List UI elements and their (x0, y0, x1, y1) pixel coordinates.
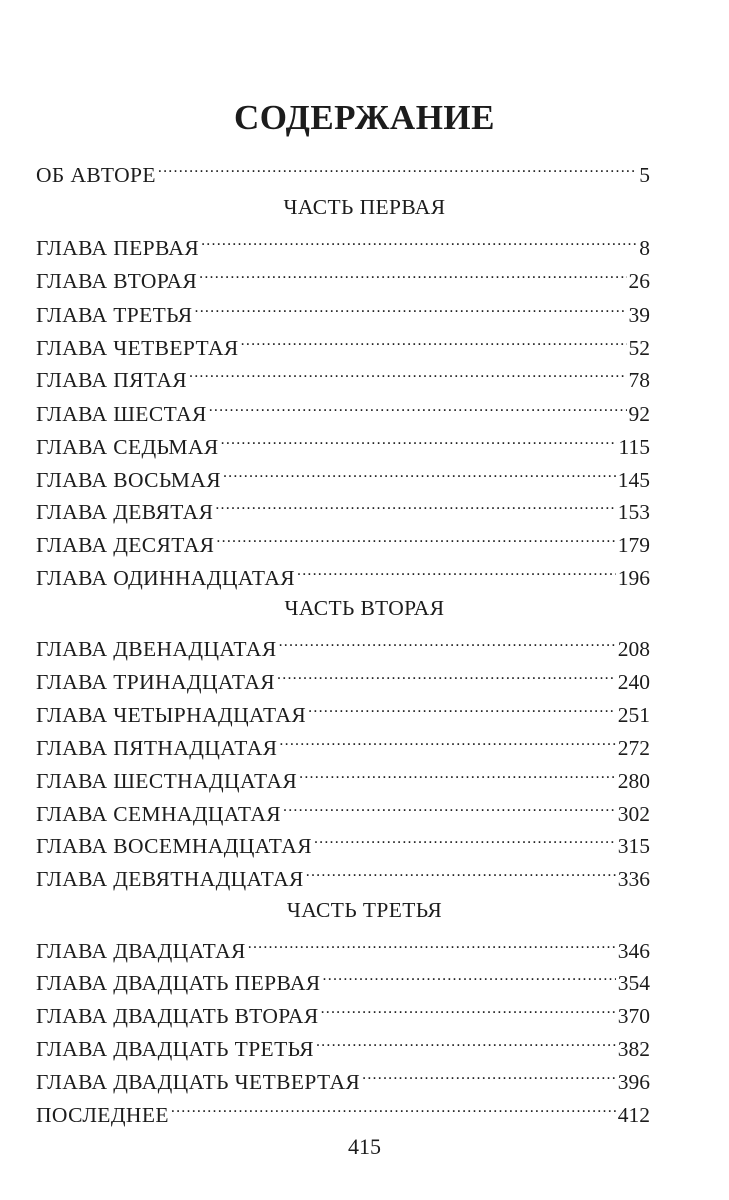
dot-leader (248, 926, 616, 958)
entry-label: ГЛАВА ДВАДЦАТЬ ТРЕТЬЯ (36, 1037, 314, 1061)
toc-entry (36, 657, 650, 694)
toc-entry (36, 926, 650, 963)
entry-label: ГЛАВА ОДИННАДЦАТАЯ (36, 566, 295, 590)
dot-leader (189, 355, 626, 387)
entry-label: ГЛАВА ШЕСТАЯ (36, 402, 207, 426)
entry-label: ГЛАВА ЧЕТЫРНАДЦАТАЯ (36, 703, 307, 727)
entry-label: ГЛАВА ПЕРВАЯ (36, 236, 200, 260)
dot-leader (171, 1090, 616, 1122)
entry-label: ГЛАВА ВОСЬМАЯ (36, 468, 221, 492)
entry-label: ГЛАВА ВТОРАЯ (36, 269, 198, 293)
entry-page: 52 (628, 336, 650, 360)
entry-page: 354 (617, 971, 650, 995)
toc-entry (36, 789, 650, 826)
entry-page: 336 (617, 867, 650, 891)
dot-leader (316, 1024, 616, 1056)
toc-entry (36, 1057, 650, 1094)
toc-entry (36, 487, 650, 524)
dot-leader (314, 821, 616, 853)
part-heading: ЧАСТЬ ТРЕТЬЯ (286, 898, 443, 922)
entry-label: ГЛАВА ДВАДЦАТЬ ПЕРВАЯ (36, 971, 321, 995)
dot-leader (216, 520, 615, 552)
dot-leader (362, 1057, 616, 1089)
toc-entry (36, 821, 650, 858)
entry-page: 240 (617, 670, 650, 694)
dot-leader (321, 991, 616, 1023)
toc-entry (36, 422, 650, 459)
entry-page: 179 (617, 533, 650, 557)
toc-entry (36, 1024, 650, 1061)
entry-page: 302 (617, 802, 650, 826)
toc-entry (36, 520, 650, 557)
dot-leader (277, 657, 616, 689)
part-heading: ЧАСТЬ ПЕРВАЯ (283, 195, 446, 219)
toc-entry (36, 756, 650, 793)
entry-page: 280 (617, 769, 650, 793)
entry-label: ГЛАВА ДВЕНАДЦАТАЯ (36, 637, 277, 661)
entry-label: ГЛАВА ДЕВЯТНАДЦАТАЯ (36, 867, 304, 891)
dot-leader (241, 323, 627, 355)
dot-leader (195, 290, 627, 322)
entry-label: ГЛАВА ДВАДЦАТЬ ВТОРАЯ (36, 1004, 319, 1028)
toc-entry (36, 323, 650, 360)
entry-label: ГЛАВА ДВАДЦАТЬ ЧЕТВЕРТАЯ (36, 1070, 361, 1094)
entry-page: 39 (628, 303, 650, 327)
entry-label: ГЛАВА ВОСЕМНАДЦАТАЯ (36, 834, 312, 858)
page-title: СОДЕРЖАНИЕ (233, 98, 495, 137)
entry-page: 346 (617, 939, 650, 963)
toc-entry (36, 553, 650, 590)
toc-entry (36, 958, 650, 995)
entry-label: ОБ АВТОРЕ (36, 163, 156, 187)
entry-page: 78 (628, 368, 650, 392)
entry-page: 92 (628, 402, 650, 426)
entry-page: 145 (617, 468, 650, 492)
dot-leader (215, 487, 615, 519)
dot-leader (209, 389, 627, 421)
entry-label: ГЛАВА ПЯТНАДЦАТАЯ (36, 736, 278, 760)
toc-entry (36, 723, 650, 760)
entry-label: ГЛАВА ТРЕТЬЯ (36, 303, 193, 327)
dot-leader (297, 553, 616, 585)
entry-label: ГЛАВА ТРИНАДЦАТАЯ (36, 670, 276, 694)
dot-leader (279, 624, 616, 656)
dot-leader (306, 854, 616, 886)
entry-page: 272 (617, 736, 650, 760)
entry-label: ГЛАВА СЕМНАДЦАТАЯ (36, 802, 282, 826)
dot-leader (323, 958, 616, 990)
entry-label: ГЛАВА ШЕСТНАДЦАТАЯ (36, 769, 298, 793)
entry-page: 370 (617, 1004, 650, 1028)
entry-page: 5 (639, 163, 650, 187)
entry-label: ГЛАВА ПЯТАЯ (36, 368, 188, 392)
part-heading: ЧАСТЬ ВТОРАЯ (284, 596, 445, 620)
dot-leader (199, 256, 626, 288)
toc-entry (36, 223, 650, 260)
entry-page: 412 (617, 1103, 650, 1127)
entry-page: 153 (617, 500, 650, 524)
dot-leader (201, 223, 637, 255)
toc-entry (36, 256, 650, 293)
entry-label: ГЛАВА СЕДЬМАЯ (36, 435, 219, 459)
toc-entry (36, 690, 650, 727)
toc-entry (36, 355, 650, 392)
dot-leader (158, 150, 637, 182)
dot-leader (221, 422, 617, 454)
entry-page: 382 (617, 1037, 650, 1061)
entry-page: 8 (639, 236, 650, 260)
entry-page: 26 (628, 269, 650, 293)
entry-page: 315 (617, 834, 650, 858)
toc-entry (36, 455, 650, 492)
dot-leader (223, 455, 616, 487)
page-number: 415 (348, 1134, 381, 1159)
entry-page: 396 (617, 1070, 650, 1094)
entry-page: 115 (618, 435, 650, 459)
entry-label: ПОСЛЕДНЕЕ (36, 1103, 169, 1127)
toc-entry (36, 290, 650, 327)
toc-entry (36, 389, 650, 426)
entry-page: 196 (617, 566, 650, 590)
entry-page: 208 (617, 637, 650, 661)
dot-leader (299, 756, 616, 788)
toc-entry (36, 991, 650, 1028)
toc-entry (36, 854, 650, 891)
dot-leader (279, 723, 615, 755)
dot-leader (283, 789, 616, 821)
toc-entry-about-author (36, 150, 650, 187)
entry-page: 251 (617, 703, 650, 727)
entry-label: ГЛАВА ДВАДЦАТАЯ (36, 939, 246, 963)
entry-label: ГЛАВА ЧЕТВЕРТАЯ (36, 336, 239, 360)
toc-entry-final (36, 1090, 650, 1127)
entry-label: ГЛАВА ДЕВЯТАЯ (36, 500, 214, 524)
toc-entry (36, 624, 650, 661)
dot-leader (308, 690, 616, 722)
entry-label: ГЛАВА ДЕСЯТАЯ (36, 533, 215, 557)
